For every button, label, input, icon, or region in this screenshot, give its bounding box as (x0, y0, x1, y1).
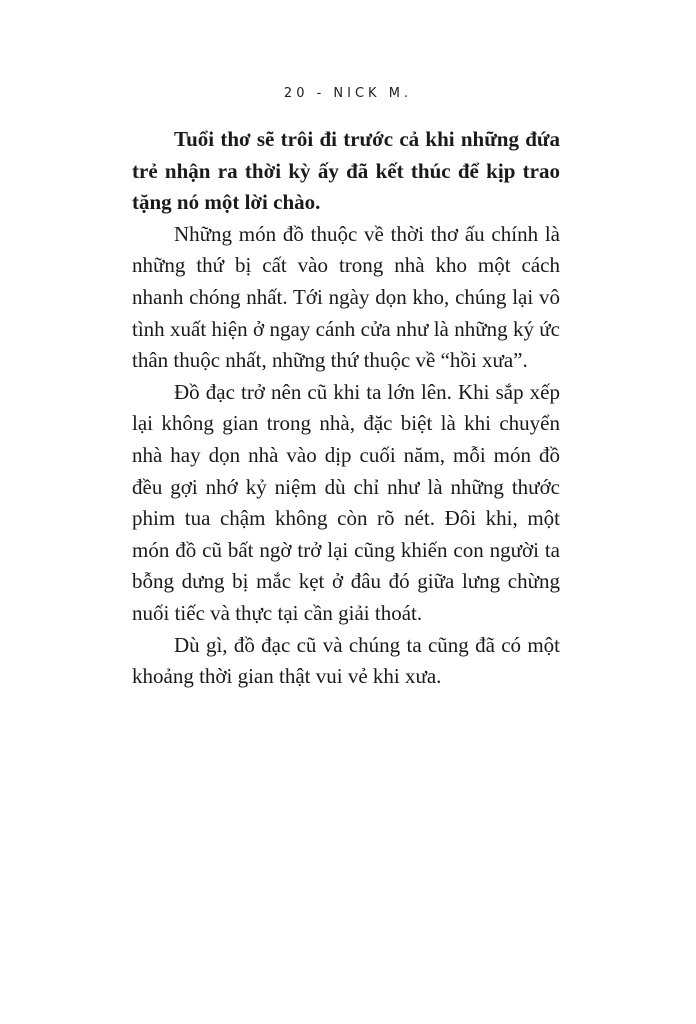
body-text (132, 124, 560, 693)
running-header: 20 - NICK M. (283, 86, 413, 101)
body-paragraph: Dù gì, đồ đạc cũ và chúng ta cũng đã có một khoảng thời gian thật vui vẻ khi xưa. (132, 632, 560, 689)
body-paragraph: Những món đồ thuộc về thời thơ ấu chính là những thứ bị cất vào trong nhà kho một cách nhanh chóng nhất. Tới ngày dọn kho, chúng lại vô tình xuất hiện ở ngay cánh cửa như là những ký ức thân thuộc nhất, những thứ thuộc về “hồi xưa”. (132, 221, 560, 373)
body-paragraph: Đồ đạc trở nên cũ khi ta lớn lên. Khi sắp xếp lại không gian trong nhà, đặc biệt là khi chuyển nhà hay dọn nhà vào dịp cuối năm, mỗi món đồ đều gợi nhớ kỷ niệm dù chỉ như là những thước phim tua chậm không còn rõ nét. Đôi khi, một món đồ cũ bất ngờ trở lại cũng khiến con người ta bỗng dưng bị mắc kẹt ở đâu đó giữa lưng chừng nuối tiếc và thực tại cần giải thoát. (132, 379, 560, 625)
lead-paragraph: Tuổi thơ sẽ trôi đi trước cả khi những đứa trẻ nhận ra thời kỳ ấy đã kết thúc để kịp trao tặng nó một lời chào. (132, 127, 560, 215)
